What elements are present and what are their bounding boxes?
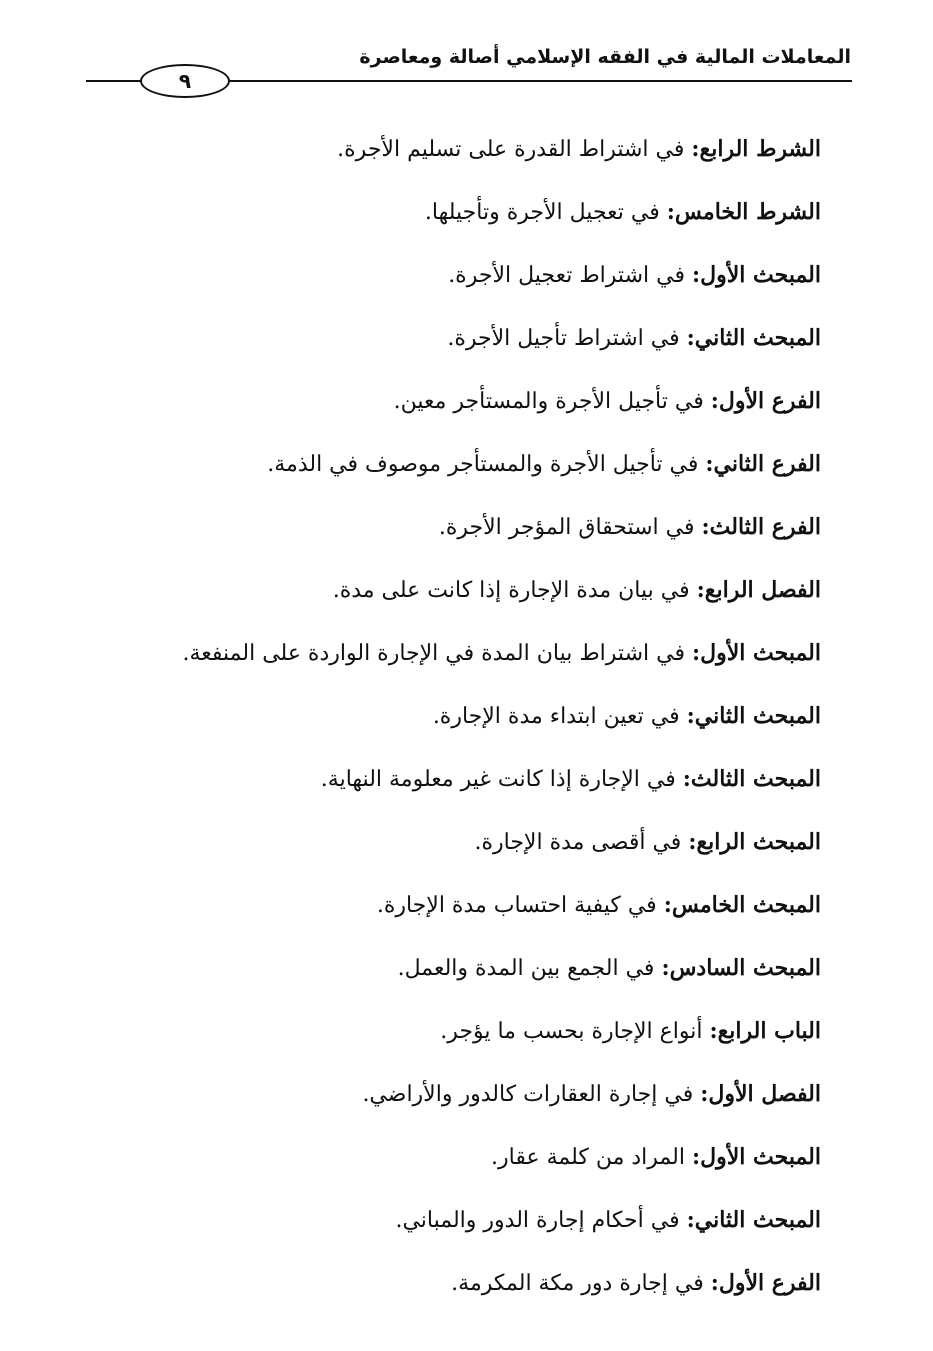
entry-separator: : xyxy=(701,514,710,540)
entry-heading: الفرع الأول xyxy=(718,1270,821,1296)
entry-text: في تعجيل الأجرة وتأجيلها. xyxy=(424,200,660,225)
entry-heading: الفصل الرابع xyxy=(704,577,821,603)
contents-entry xyxy=(183,748,822,811)
entry-heading: الشرط الخامس xyxy=(674,199,821,225)
entry-heading: المبحث الثاني xyxy=(694,1207,821,1233)
entry-text: أنواع الإجارة بحسب ما يؤجر. xyxy=(440,1019,703,1044)
entry-separator: : xyxy=(666,199,675,225)
contents-entry xyxy=(183,685,822,748)
entry-separator: : xyxy=(686,1207,695,1233)
entry-text: في كيفية احتساب مدة الإجارة. xyxy=(376,893,657,918)
entry-heading: المبحث الخامس xyxy=(671,892,821,918)
contents-list xyxy=(183,118,822,1315)
entry-separator: : xyxy=(691,640,701,666)
entry-text: في بيان مدة الإجارة إذا كانت على مدة. xyxy=(332,578,690,603)
entry-heading: المبحث الثاني xyxy=(694,703,821,729)
contents-entry xyxy=(183,622,822,685)
entry-text: في إجارة دور مكة المكرمة. xyxy=(451,1271,704,1296)
contents-entry xyxy=(183,1000,822,1063)
entry-text: في اشتراط القدرة على تسليم الأجرة. xyxy=(337,137,685,162)
entry-text: في تأجيل الأجرة والمستأجر موصوف في الذمة. xyxy=(267,452,699,477)
contents-entry xyxy=(183,307,822,370)
entry-text: في الإجارة إذا كانت غير معلومة النهاية. xyxy=(320,767,676,792)
entry-text: في استحقاق المؤجر الأجرة. xyxy=(438,515,695,540)
running-head-title: المعاملات المالية في الفقه الإسلامي أصالة ومعاصرة xyxy=(359,46,851,68)
contents-entry xyxy=(183,1252,822,1315)
entry-separator: : xyxy=(691,1144,701,1170)
entry-separator: : xyxy=(710,388,719,414)
entry-separator: : xyxy=(686,703,695,729)
contents-entry xyxy=(183,937,822,1000)
entry-heading: المبحث الثالث xyxy=(690,766,821,792)
contents-entry xyxy=(183,811,822,874)
entry-text: في تأجيل الأجرة والمستأجر معين. xyxy=(393,389,704,414)
entry-separator: : xyxy=(691,136,700,162)
entry-separator: : xyxy=(682,766,691,792)
contents-entry xyxy=(183,1063,822,1126)
entry-heading: الفصل الأول xyxy=(708,1081,821,1107)
entry-separator: : xyxy=(688,829,697,855)
contents-entry xyxy=(183,181,822,244)
entry-text: في تعين ابتداء مدة الإجارة. xyxy=(432,704,680,729)
entry-text: في اشتراط بيان المدة في الإجارة الواردة على المنفعة. xyxy=(182,641,685,666)
entry-separator: : xyxy=(700,1081,709,1107)
contents-entry xyxy=(183,874,822,937)
page-number-badge: ٩ xyxy=(140,64,230,98)
contents-entry xyxy=(183,1189,822,1252)
entry-text: في اشتراط تأجيل الأجرة. xyxy=(447,326,680,351)
entry-separator: : xyxy=(696,577,705,603)
entry-heading: المبحث الأول xyxy=(700,262,821,288)
contents-entry xyxy=(183,433,822,496)
entry-heading: المبحث الأول xyxy=(700,1144,821,1170)
entry-separator: : xyxy=(691,262,701,288)
contents-entry xyxy=(183,370,822,433)
entry-text: في أحكام إجارة الدور والمباني. xyxy=(395,1208,680,1233)
contents-entry xyxy=(183,118,822,181)
entry-separator: : xyxy=(686,325,695,351)
contents-entry xyxy=(183,1126,822,1189)
contents-entry xyxy=(183,244,822,307)
entry-text: المراد من كلمة عقار. xyxy=(491,1145,685,1170)
entry-heading: الفرع الثاني xyxy=(713,451,821,477)
entry-heading: الفرع الثالث xyxy=(709,514,821,540)
entry-heading: المبحث الرابع xyxy=(696,829,821,855)
entry-heading: الباب الرابع xyxy=(717,1018,821,1044)
entry-heading: المبحث الثاني xyxy=(694,325,821,351)
entry-text: في اشتراط تعجيل الأجرة. xyxy=(448,263,685,288)
entry-separator: : xyxy=(663,892,672,918)
entry-heading: المبحث الأول xyxy=(700,640,821,666)
contents-entry xyxy=(183,559,822,622)
entry-heading: المبحث السادس xyxy=(669,955,821,981)
entry-separator: : xyxy=(661,955,670,981)
entry-heading: الشرط الرابع xyxy=(699,136,821,162)
contents-entry xyxy=(183,496,822,559)
entry-separator: : xyxy=(709,1018,718,1044)
entry-separator: : xyxy=(710,1270,719,1296)
entry-text: في إجارة العقارات كالدور والأراضي. xyxy=(362,1082,694,1107)
entry-separator: : xyxy=(705,451,714,477)
entry-heading: الفرع الأول xyxy=(718,388,821,414)
entry-text: في الجمع بين المدة والعمل. xyxy=(397,956,655,981)
entry-text: في أقصى مدة الإجارة. xyxy=(474,830,682,855)
